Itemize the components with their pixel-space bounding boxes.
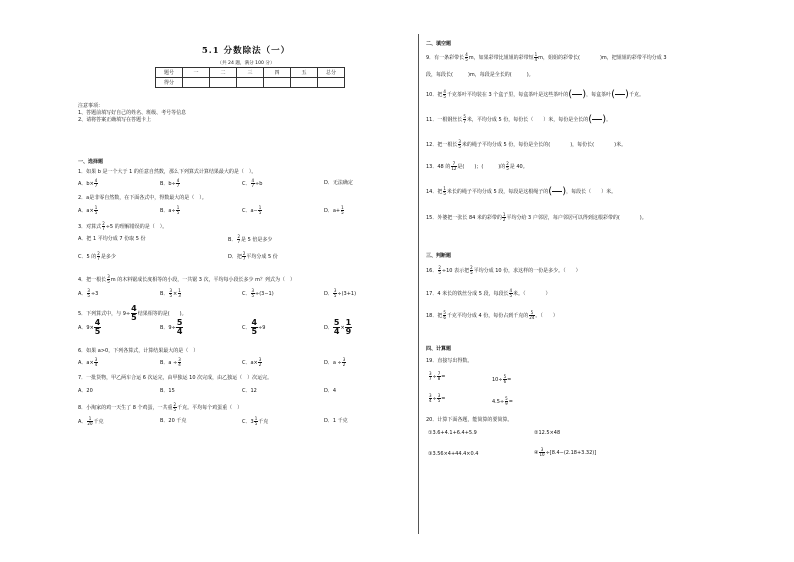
option-a[interactable]: A．把 1 平均分成 7 份取 5 份 — [78, 236, 146, 242]
question-5: 5．下列算式中，与 9÷ $\frac{4}{5}$ 结果相等的是( )。 — [78, 304, 187, 322]
question-20: 20．计算下面各题，能简算的要简算。 — [426, 417, 513, 423]
page-title: 5.1 分数除法（一） — [201, 46, 291, 56]
calc-expression: ③3.56×4+44.4×0.4 — [428, 451, 479, 457]
option-b[interactable]: B． $\frac{2}{7}$ 是 5 倍是多少 — [228, 234, 273, 245]
left-column — [78, 0, 414, 562]
q7-options — [78, 387, 406, 394]
question-16: 16． $\frac{2}{5}$ ÷10 表示把 $\frac{2}{5}$ 平均分成 10 份，求这样的一份是多少。（ ） — [426, 265, 581, 276]
score-input-cell[interactable] — [318, 78, 345, 88]
question-17: 17．4 米长的铁丝分成 5 段，每段长 $\frac{4}{5}$ 米。（ ） — [426, 288, 551, 299]
option-a[interactable]: A． $\frac{3}{5}$ ÷3 — [78, 288, 99, 299]
score-input-cell[interactable] — [237, 78, 264, 88]
calc-expression: $\frac{3}{7}$ ÷ $\frac{7}{8}$ = — [429, 371, 446, 382]
question-7: 7．一批货物，甲乙两车合运 6 次运完，由甲独运 10 次完成，由乙独运（ ）次运完。 — [78, 375, 273, 381]
score-input-cell[interactable] — [291, 78, 318, 88]
option-c[interactable]: C． $\frac{4}{7}$ ÷b — [242, 178, 263, 189]
score-input-cell[interactable] — [264, 78, 291, 88]
question-2: 2．a是非零自然数，在下面各式中，得数最大的是（ ）。 — [78, 195, 207, 201]
option-c[interactable]: C． $\frac{3}{5}$ ÷(3−1) — [242, 288, 274, 299]
score-table-score-row — [156, 78, 345, 88]
question-19: 19．直接写出得数。 — [426, 358, 473, 364]
q2-options — [78, 206, 406, 215]
score-cell: 题号 — [156, 68, 183, 78]
q6-options — [78, 358, 406, 367]
question-15: 15．外婆把一张长 84 米的彩带的 $\frac{1}{2}$ 平均分给 3 户邻居，每户邻居可以得到这根彩带的( )。 — [426, 212, 647, 223]
score-cell: 一 — [183, 68, 210, 78]
option-a[interactable]: A．9× $\frac{4}{5}$ — [78, 318, 101, 336]
score-cell: 五 — [291, 68, 318, 78]
score-table — [155, 67, 345, 88]
question-18: 18．把 $\frac{5}{6}$ 千克平均分成 4 份，每份占到千克的 $\frac{5}{24}$ 。（ ） — [426, 310, 558, 321]
notes — [78, 103, 186, 124]
option-c[interactable]: C．a× $\frac{3}{2}$ — [242, 357, 262, 368]
score-input-cell[interactable] — [183, 78, 210, 88]
section-heading: 一、选择题 — [78, 159, 104, 165]
option-b[interactable]: B．a÷ $\frac{1}{5}$ — [160, 205, 180, 216]
option-b[interactable]: B．20 千克 — [160, 418, 187, 424]
calc-expression: $\frac{3}{4}$ ÷ $\frac{3}{5}$ = — [429, 393, 446, 404]
question-3: 3．对算式 $\frac{2}{7}$ ÷5 的理解错误的是（ ）。 — [78, 221, 168, 232]
column-divider — [418, 34, 419, 534]
calc-expression: 10÷ $\frac{5}{6}$ = — [492, 374, 512, 385]
calc-expression: ②12.5×48 — [534, 430, 561, 436]
option-d[interactable]: D．a+ $\frac{1}{5}$ — [324, 205, 344, 216]
calc-expression: 4.5÷ $\frac{5}{9}$ = — [492, 396, 513, 407]
section-heading: 四、计算题 — [426, 346, 452, 352]
option-d[interactable]: D．把 $\frac{2}{7}$ 平均分成 5 份 — [228, 251, 278, 262]
question-6: 6．如果 a>0，下列各算式，计算结果最大的是（ ） — [78, 348, 199, 354]
option-d[interactable]: D．1 千克 — [324, 418, 348, 424]
calc-expression: ④ $\frac{3}{10}$ ÷[8.4−(2.18+3.32)] — [534, 447, 597, 458]
q3-options-row2 — [78, 252, 378, 261]
option-a[interactable]: A．a× $\frac{3}{4}$ — [78, 357, 98, 368]
question-13: 13．48 的 $\frac{7}{12}$ 是( )；( )的 $\frac{2}{5}$ 是 40。 — [426, 161, 528, 172]
option-a[interactable]: A．a× $\frac{1}{5}$ — [78, 205, 98, 216]
score-input-cell[interactable] — [210, 78, 237, 88]
calc-expression: ①3.6+4.1+6.4+5.9 — [428, 430, 477, 436]
question-1: 1．如果 b 是一个大于 1 的任意自然数，那么下列算式计算结果最大的是（ ）。 — [78, 169, 257, 175]
question-11: 11．一根钢丝长 $\frac{5}{7}$ 米，平均分成 5 份，每份长（ ）米，每份是全长的( )。 — [426, 113, 612, 125]
section-heading: 二、填空题 — [426, 41, 452, 47]
score-cell: 二 — [210, 68, 237, 78]
right-column — [426, 0, 766, 562]
option-b[interactable]: B． $\frac{3}{5}$ × $\frac{1}{3}$ — [160, 288, 181, 299]
page-subtitle: （共 24 题，满分 100 分） — [217, 61, 275, 66]
option-d[interactable]: D． $\frac{5}{4}$ × $\frac{1}{9}$ — [324, 318, 352, 336]
option-c[interactable]: C．12 — [242, 388, 257, 394]
option-b[interactable]: B．a ÷ $\frac{3}{4}$ — [160, 357, 181, 368]
option-c[interactable]: C．5 的 $\frac{2}{7}$ 是多少 — [78, 251, 116, 262]
option-a[interactable]: A．b× $\frac{4}{7}$ — [78, 178, 98, 189]
option-b[interactable]: B．15 — [160, 388, 175, 394]
score-cell: 三 — [237, 68, 264, 78]
question-12: 12．把一根长 $\frac{3}{5}$ 米的绳子平均分成 5 份，每份是全长的( )，每份长( )米。 — [426, 139, 627, 150]
question-9-line2: 段，每段长( )m，每段是全长的( )。 — [426, 72, 534, 78]
option-b[interactable]: B．9÷ $\frac{5}{4}$ — [160, 318, 183, 336]
answer-blank[interactable] — [592, 115, 602, 124]
question-10: 10．把 $\frac{4}{5}$ 千克茶叶平均装在 3 个盒子里，每盒茶叶是这些茶叶的( )，每盒茶叶( )千克。 — [426, 88, 644, 100]
score-table-header-row — [156, 68, 345, 78]
q4-options — [78, 289, 406, 298]
score-cell: 得分 — [156, 78, 183, 88]
q8-options — [78, 417, 406, 426]
option-a[interactable]: A． $\frac{1}{20}$ 千克 — [78, 416, 104, 427]
option-c[interactable]: C．a− $\frac{1}{5}$ — [242, 205, 262, 216]
question-9: 9．有一条彩带长 $\frac{4}{5}$ m，如果彩带比姐姐的彩带短 $\frac{1}{4}$ m，姐姐的彩带长( )m，把姐姐的彩带平均分成 3 — [426, 52, 667, 63]
notes-line: 2、请将答案正确填写在答题卡上 — [78, 117, 152, 123]
option-d[interactable]: D．a ÷ $\frac{3}{2}$ — [324, 357, 346, 368]
answer-blank[interactable] — [615, 90, 625, 99]
question-8: 8．小淘家的鸡一天生了 8 个鸡蛋，一共重 $\frac{2}{5}$ 千克。平均每个鸡蛋重（ ） — [78, 402, 243, 413]
score-cell: 四 — [264, 68, 291, 78]
option-d[interactable]: D． $\frac{3}{5}$ ÷(3+1) — [324, 288, 357, 299]
option-c[interactable]: C． $\frac{4}{5}$ ÷9 — [242, 318, 266, 336]
option-c[interactable]: C．3 $\frac{1}{5}$ 千克 — [242, 416, 269, 427]
question-4: 4．把一根长 $\frac{3}{5}$ m 的木料锯成长度相等的小段，一共锯 3 次，平均每小段长多少 m？列式为（ ） — [78, 274, 296, 285]
question-14: 14．把 $\frac{1}{5}$ 米长的绳子平均分成 5 段，每段是这根绳子的( )，每段长（ ）米。 — [426, 185, 617, 197]
answer-blank[interactable] — [572, 90, 582, 99]
notes-line: 注意事项： — [78, 103, 104, 109]
q5-options — [78, 319, 406, 336]
option-a[interactable]: A．20 — [78, 388, 93, 394]
option-b[interactable]: B．b÷ $\frac{4}{7}$ — [160, 178, 180, 189]
score-cell: 总分 — [318, 68, 345, 78]
option-d[interactable]: D．无法确定 — [324, 180, 353, 186]
q1-options — [78, 179, 406, 188]
q3-options-row1 — [78, 235, 378, 244]
section-heading: 三、判断题 — [426, 253, 452, 259]
answer-blank[interactable] — [552, 187, 562, 196]
notes-line: 1、答题前填写好自己的姓名、班级、考号等信息 — [78, 110, 187, 116]
option-d[interactable]: D．4 — [324, 388, 337, 394]
